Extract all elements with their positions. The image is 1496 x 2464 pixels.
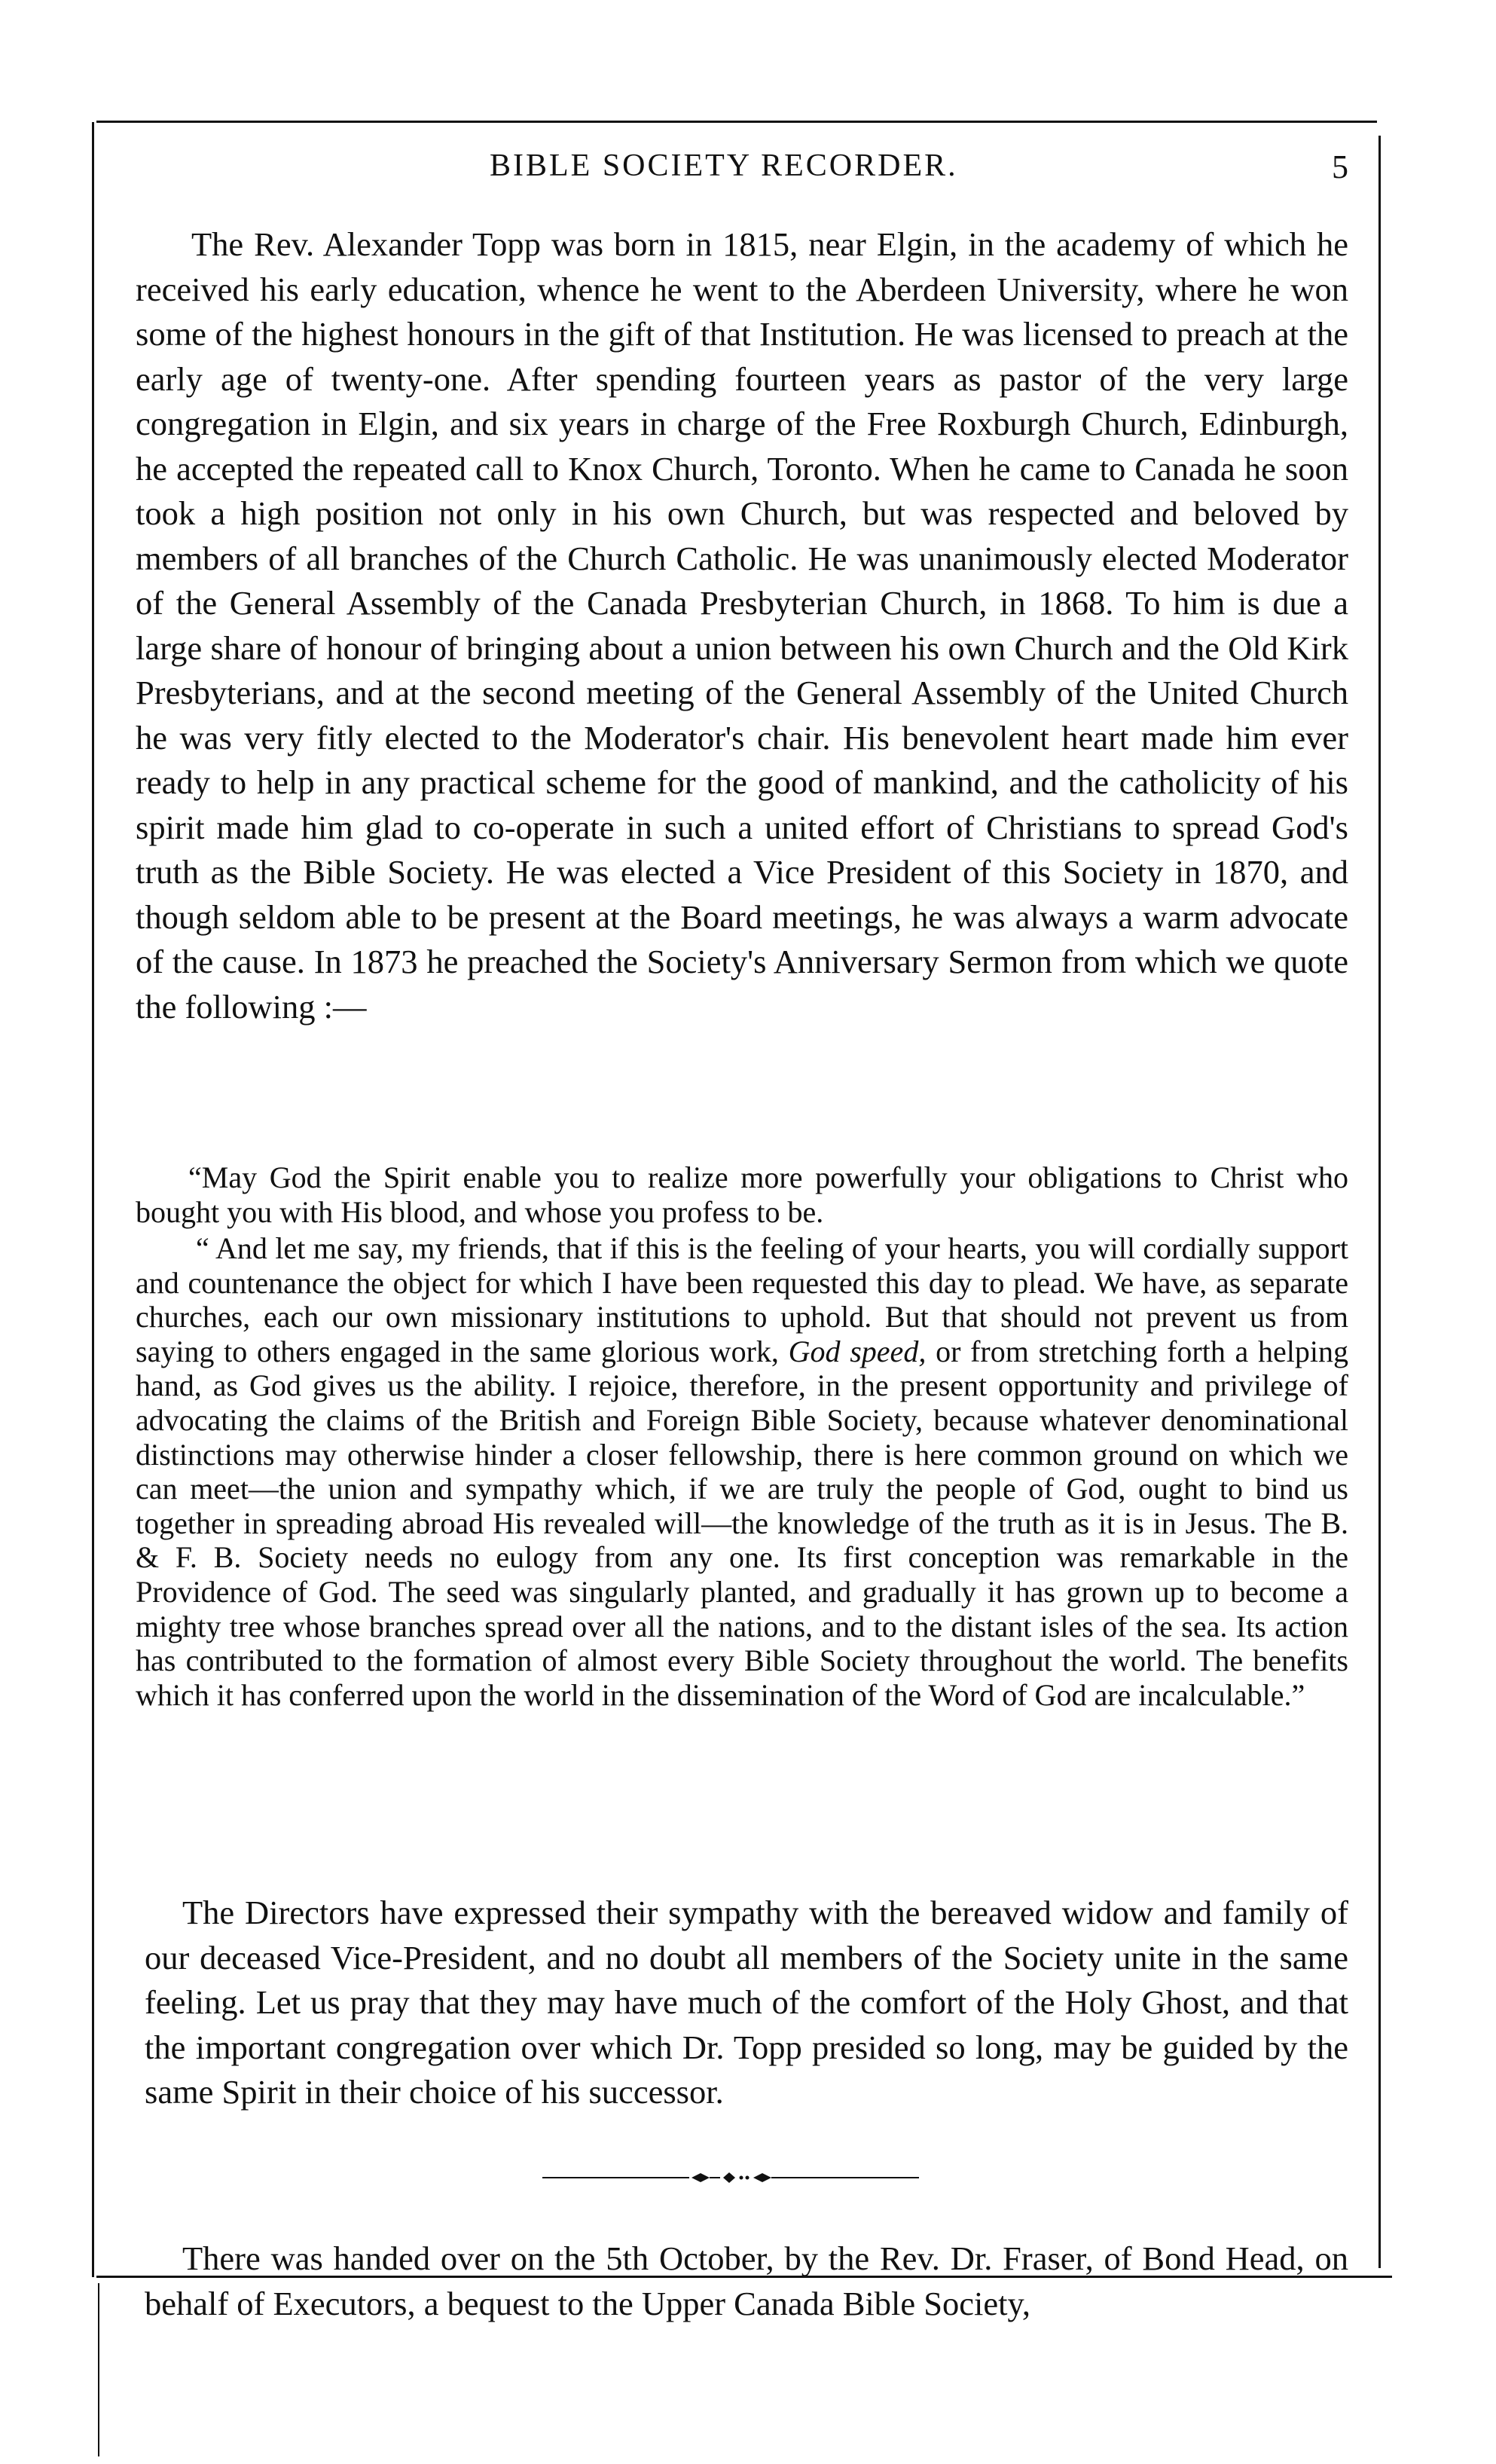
top-border-rule [96,121,1377,123]
quote-text-part-2: or from stretching forth a helping hand, as God gives us the ability. I rejoice, therefore, in the present opportunity and privilege of advocating the claims of the British and Foreign Bible Society, because whatever denominational distinctions may otherwise hinder a closer fellowship, there is here common ground on which we can meet—the union and sympathy which, if we are truly the people of God, ought to bind us together in spreading abroad His revealed will—the knowledge of the truth as it is in Jesus. The B. & F. B. Society needs no eulogy from any one. Its first conception was remarkable in the Providence of God. The seed was singularly planted, and gradually it has grown up to become a mighty tree whose branches spread over all the nations, and to the distant isles of the sea. Its action has contributed to the formation of almost every Bible Society throughout the world. The benefits which it has conferred upon the world in the dissemination of the Word of God are incalculable.” [136,1334,1349,1712]
paragraph-bequest: There was handed over on the 5th October, by the Rev. Dr. Fraser, of Bond Head, on behalf of Executors, a bequest to the Upper Canada Bible Society, [145,2239,1348,2322]
quote-italic-phrase: God speed, [788,1334,927,1368]
ornamental-divider-icon [542,2170,919,2185]
page-number: 5 [1332,148,1348,185]
left-border-rule [92,122,94,2277]
running-title: BIBLE SOCIETY RECORDER. [490,148,958,183]
quote-text-part-1: “ And let me say, my friends, that if this is the feeling of your hearts, you will cordially support and countenance the object for which I have been requested this day to plead. We have, as separate churches, each our own missionary institutions to uphold. But that should not prevent us from saying to others engaged in the same glorious work, [136,1231,1348,1368]
quote-paragraph-1: “May God the Spirit enable you to realize more powerfully your obligations to Christ who bought you with His blood, and whose you profess to be. [136,1160,1348,1229]
left-margin-line [98,2283,99,2456]
running-header [136,148,1363,193]
right-border-rule [1378,136,1381,2268]
quote-paragraph-2 [136,1231,1348,1712]
paragraph-topp-biography: The Rev. Alexander Topp was born in 1815, near Elgin, in the academy of which he received his early education, whence he went to the Aberdeen University, where he won some of the highest honours in the gift of that Institution. He was licensed to preach at the early age of twenty-one. After spending fourteen years as pastor of the very large congregation in Elgin, and six years in charge of the Free Roxburgh Church, Edinburgh, he accepted the repeated call to Knox Church, Toronto. When he came to Canada he soon took a high position not only in his own Church, but was respected and beloved by members of all branches of the Church Catholic. He was unanimously elected Moderator of the General Assembly of the Canada Presbyterian Church, in 1868. To him is due a large share of honour of bringing about a union between his own Church and the Old Kirk Presbyterians, and at the second meeting of the General Assembly of the United Church he was very fitly elected to the Moderator's chair. His benevolent heart made him ever ready to help in any practical scheme for the good of mankind, and the catholicity of his spirit made him glad to co-operate in such a united effort of Christians to spread God's truth as the Bible Society. He was elected a Vice President of this Society in 1870, and though seldom able to be present at the Board meetings, he was always a warm advocate of the cause. In 1873 he preached the Society's Anniversary Sermon from which we quote the following :— [136,225,1348,1026]
paragraph-directors-sympathy: The Directors have expressed their sympathy with the bereaved widow and family of our deceased Vice-President, and no doubt all members of the Society unite in the same feeling. Let us pray that they may have much of the comfort of the Holy Ghost, and that the important congregation over which Dr. Topp presided so long, may be guided by the same Spirit in their choice of his successor. [145,1894,1348,2111]
